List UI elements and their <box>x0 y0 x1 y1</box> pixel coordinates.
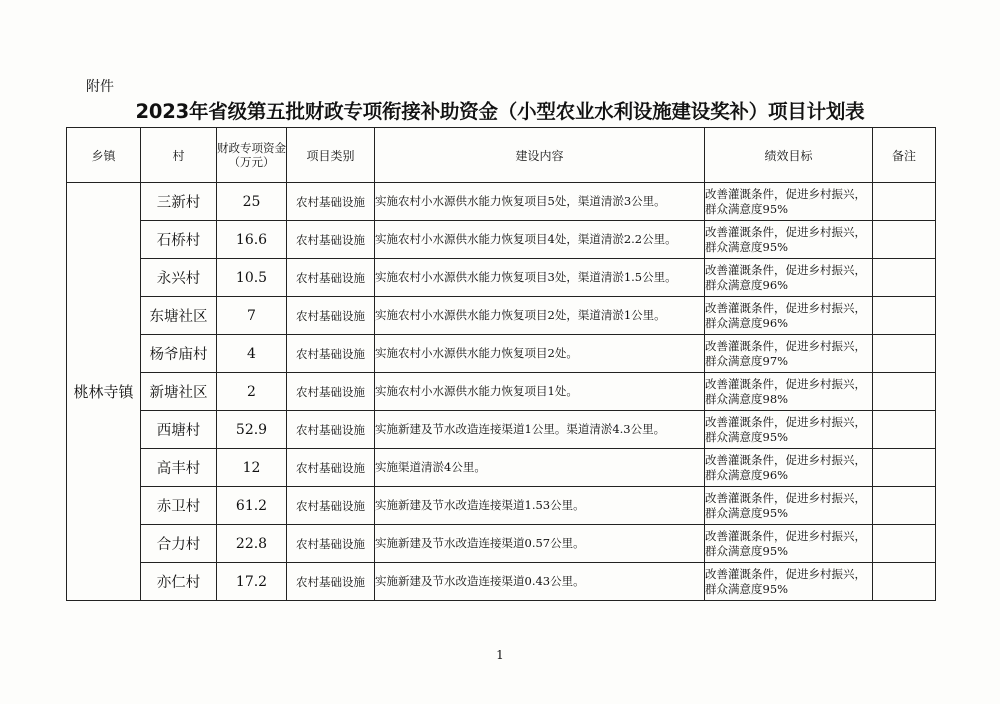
header-village: 村 <box>141 128 217 183</box>
cell-amount: 61.2 <box>217 487 287 525</box>
table-header-row <box>67 128 936 183</box>
cell-content: 实施新建及节水改造连接渠道0.43公里。 <box>375 563 705 601</box>
table-row <box>67 487 936 525</box>
cell-remarks <box>873 335 936 373</box>
table-row <box>67 221 936 259</box>
cell-goal: 改善灌溉条件，促进乡村振兴，群众满意度97% <box>705 335 873 373</box>
cell-goal: 改善灌溉条件，促进乡村振兴，群众满意度95% <box>705 487 873 525</box>
cell-remarks <box>873 449 936 487</box>
cell-category: 农村基础设施 <box>287 449 375 487</box>
cell-village: 合力村 <box>141 525 217 563</box>
cell-amount: 4 <box>217 335 287 373</box>
cell-category: 农村基础设施 <box>287 297 375 335</box>
cell-goal: 改善灌溉条件，促进乡村振兴，群众满意度96% <box>705 449 873 487</box>
cell-village: 新塘社区 <box>141 373 217 411</box>
cell-goal: 改善灌溉条件，促进乡村振兴，群众满意度95% <box>705 411 873 449</box>
table-row <box>67 183 936 221</box>
cell-remarks <box>873 221 936 259</box>
cell-goal: 改善灌溉条件，促进乡村振兴，群众满意度98% <box>705 373 873 411</box>
cell-content: 实施农村小水源供水能力恢复项目3处，渠道清淤1.5公里。 <box>375 259 705 297</box>
cell-goal: 改善灌溉条件，促进乡村振兴，群众满意度95% <box>705 525 873 563</box>
table-row <box>67 297 936 335</box>
cell-content: 实施农村小水源供水能力恢复项目2处，渠道清淤1公里。 <box>375 297 705 335</box>
attachment-label: 附件 <box>86 79 114 95</box>
cell-village: 三新村 <box>141 183 217 221</box>
cell-goal: 改善灌溉条件，促进乡村振兴，群众满意度95% <box>705 563 873 601</box>
cell-content: 实施新建及节水改造连接渠道1.53公里。 <box>375 487 705 525</box>
cell-remarks <box>873 259 936 297</box>
cell-remarks <box>873 487 936 525</box>
cell-remarks <box>873 373 936 411</box>
cell-village: 石桥村 <box>141 221 217 259</box>
cell-village: 东塘社区 <box>141 297 217 335</box>
cell-goal: 改善灌溉条件，促进乡村振兴，群众满意度96% <box>705 259 873 297</box>
cell-remarks <box>873 563 936 601</box>
cell-village: 亦仁村 <box>141 563 217 601</box>
cell-category: 农村基础设施 <box>287 411 375 449</box>
cell-amount: 2 <box>217 373 287 411</box>
cell-category: 农村基础设施 <box>287 525 375 563</box>
cell-amount: 10.5 <box>217 259 287 297</box>
cell-category: 农村基础设施 <box>287 183 375 221</box>
cell-goal: 改善灌溉条件，促进乡村振兴，群众满意度95% <box>705 221 873 259</box>
cell-content: 实施渠道清淤4公里。 <box>375 449 705 487</box>
page-number: 1 <box>496 648 504 662</box>
table-row <box>67 335 936 373</box>
cell-content: 实施农村小水源供水能力恢复项目4处，渠道清淤2.2公里。 <box>375 221 705 259</box>
header-town: 乡镇 <box>67 128 141 183</box>
table-row <box>67 449 936 487</box>
cell-village: 杨爷庙村 <box>141 335 217 373</box>
cell-content: 实施农村小水源供水能力恢复项目2处。 <box>375 335 705 373</box>
cell-content: 实施新建及节水改造连接渠道0.57公里。 <box>375 525 705 563</box>
cell-category: 农村基础设施 <box>287 259 375 297</box>
cell-goal: 改善灌溉条件，促进乡村振兴，群众满意度96% <box>705 297 873 335</box>
cell-village: 西塘村 <box>141 411 217 449</box>
cell-amount: 22.8 <box>217 525 287 563</box>
cell-category: 农村基础设施 <box>287 221 375 259</box>
cell-amount: 7 <box>217 297 287 335</box>
cell-village: 赤卫村 <box>141 487 217 525</box>
cell-remarks <box>873 411 936 449</box>
header-content: 建设内容 <box>375 128 705 183</box>
cell-amount: 16.6 <box>217 221 287 259</box>
cell-amount: 12 <box>217 449 287 487</box>
header-goal: 绩效目标 <box>705 128 873 183</box>
header-remarks: 备注 <box>873 128 936 183</box>
cell-remarks <box>873 525 936 563</box>
cell-category: 农村基础设施 <box>287 563 375 601</box>
cell-village: 高丰村 <box>141 449 217 487</box>
cell-amount: 52.9 <box>217 411 287 449</box>
cell-goal: 改善灌溉条件，促进乡村振兴，群众满意度95% <box>705 183 873 221</box>
cell-village: 永兴村 <box>141 259 217 297</box>
header-amount: 财政专项资金（万元） <box>217 128 287 183</box>
document-title: 2023年省级第五批财政专项衔接补助资金（小型农业水利设施建设奖补）项目计划表 <box>135 100 865 123</box>
project-plan-table <box>66 127 936 601</box>
cell-content: 实施农村小水源供水能力恢复项目5处，渠道清淤3公里。 <box>375 183 705 221</box>
cell-content: 实施新建及节水改造连接渠道1公里。渠道清淤4.3公里。 <box>375 411 705 449</box>
cell-remarks <box>873 183 936 221</box>
table-row <box>67 259 936 297</box>
cell-content: 实施农村小水源供水能力恢复项目1处。 <box>375 373 705 411</box>
cell-amount: 17.2 <box>217 563 287 601</box>
cell-category: 农村基础设施 <box>287 487 375 525</box>
table-body <box>67 183 936 601</box>
cell-remarks <box>873 297 936 335</box>
cell-town: 桃林寺镇 <box>67 183 141 601</box>
cell-category: 农村基础设施 <box>287 373 375 411</box>
table-row <box>67 411 936 449</box>
header-category: 项目类别 <box>287 128 375 183</box>
table-row <box>67 373 936 411</box>
table-row <box>67 563 936 601</box>
cell-category: 农村基础设施 <box>287 335 375 373</box>
cell-amount: 25 <box>217 183 287 221</box>
table-row <box>67 525 936 563</box>
